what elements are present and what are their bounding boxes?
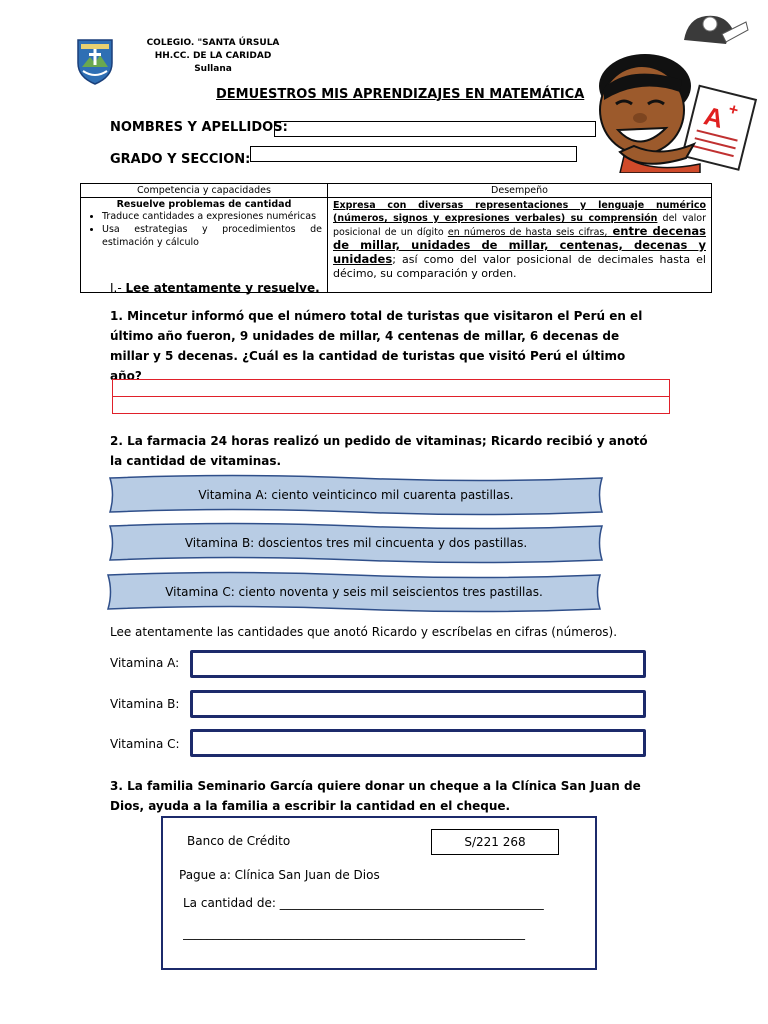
page-title: DEMUESTROS MIS APRENDIZAJES EN MATEMÁTICA bbox=[216, 87, 585, 102]
instruction-text: Lee atentamente las cantidades que anotó Ricardo y escríbelas en cifras (números). bbox=[110, 625, 618, 639]
competency-table bbox=[80, 183, 712, 293]
student-cartoon bbox=[590, 48, 760, 173]
section-heading bbox=[110, 281, 320, 295]
vitamin-banner-text: Vitamina B: doscientos tres mil cincuenta y dos pastillas. bbox=[184, 536, 528, 550]
question-1: 1. Mincetur informó que el número total de turistas que visitaron el Perú en el último año fueron, 9 unidades de millar, 4 centenas de millar, 6 decenas de millar y 5 decenas. ¿Cuál es la cantidad de turistas que visitó Perú el último año? bbox=[110, 309, 643, 383]
school-congregation: HH.CC. DE LA CARIDAD bbox=[154, 51, 272, 61]
vitamin-banner bbox=[108, 474, 604, 516]
cheque-blank-line[interactable]: _________________________________________________________ bbox=[183, 926, 525, 940]
performance-header: Desempeño bbox=[328, 184, 712, 198]
vitamin-a-label: Vitamina A: bbox=[110, 656, 180, 670]
question-3: 3. La familia Seminario García quiere donar un cheque a la Clínica San Juan de Dios, ayuda a la familia a escribir la cantidad en el cheque. bbox=[110, 779, 641, 813]
vitamin-c-label: Vitamina C: bbox=[110, 737, 180, 751]
top-right-logo bbox=[676, 10, 750, 50]
grade-field[interactable] bbox=[250, 146, 577, 162]
school-name: COLEGIO. "SANTA ÚRSULA bbox=[146, 38, 280, 48]
vitamin-banner-text: Vitamina A: ciento veinticinco mil cuarenta pastillas. bbox=[198, 488, 514, 502]
performance-cell bbox=[328, 198, 712, 293]
section-prefix: I.- bbox=[110, 281, 126, 295]
capacity-item: • Usa estrategias y procedimientos de estimación y cálculo bbox=[102, 223, 322, 249]
svg-text:+: + bbox=[726, 100, 740, 120]
answer-line-2[interactable] bbox=[112, 396, 670, 414]
performance-part: del valor posicional de un dígito bbox=[333, 213, 706, 238]
vitamin-c-input[interactable] bbox=[190, 729, 646, 757]
cheque-amount: S/221 268 bbox=[431, 829, 559, 855]
vitamin-b-input[interactable] bbox=[190, 690, 646, 718]
name-field[interactable] bbox=[274, 121, 596, 137]
capacity-list bbox=[102, 210, 322, 249]
question-2: 2. La farmacia 24 horas realizó un pedido de vitaminas; Ricardo recibió y anotó la cantidad de vitaminas. bbox=[110, 434, 648, 468]
competency-title: Resuelve problemas de cantidad bbox=[116, 199, 292, 210]
cheque-bank: Banco de Crédito bbox=[187, 834, 291, 848]
school-city: Sullana bbox=[194, 64, 232, 74]
grade-label: GRADO Y SECCION: bbox=[110, 152, 251, 167]
svg-text:A: A bbox=[701, 100, 727, 135]
performance-part: en números de hasta seis cifras, bbox=[447, 227, 608, 238]
name-label: NOMBRES Y APELLIDOS: bbox=[110, 120, 288, 135]
school-crest-logo bbox=[76, 37, 114, 85]
section-label: Lee atentamente y resuelve. bbox=[125, 281, 320, 295]
vitamin-a-input[interactable] bbox=[190, 650, 646, 678]
competency-cell bbox=[81, 198, 328, 293]
vitamin-banner-text: Vitamina C: ciento noventa y seis mil seiscientos tres pastillas. bbox=[165, 585, 543, 599]
cheque-pay-to: Pague a: Clínica San Juan de Dios bbox=[179, 868, 380, 882]
vitamin-banner bbox=[106, 571, 602, 613]
performance-part: ; así como del valor posicional de decimales hasta el décimo, su comparación y orden. bbox=[333, 253, 706, 280]
performance-part: Expresa con diversas representaciones y lenguaje numérico (números, signos y expresiones verbales) su comprensión bbox=[333, 200, 706, 224]
competency-header: Competencia y capacidades bbox=[81, 184, 328, 198]
vitamin-banner bbox=[108, 522, 604, 564]
cheque-amount-line[interactable]: La cantidad de: ____________________________________________ bbox=[183, 896, 544, 910]
performance-part: entre decenas de millar, unidades de millar, centenas, decenas y unidades bbox=[333, 224, 706, 266]
school-info bbox=[112, 37, 314, 76]
answer-line-1[interactable] bbox=[112, 379, 670, 397]
cheque bbox=[161, 816, 597, 970]
capacity-item: • Traduce cantidades a expresiones numéricas bbox=[102, 210, 322, 223]
vitamin-b-label: Vitamina B: bbox=[110, 697, 180, 711]
